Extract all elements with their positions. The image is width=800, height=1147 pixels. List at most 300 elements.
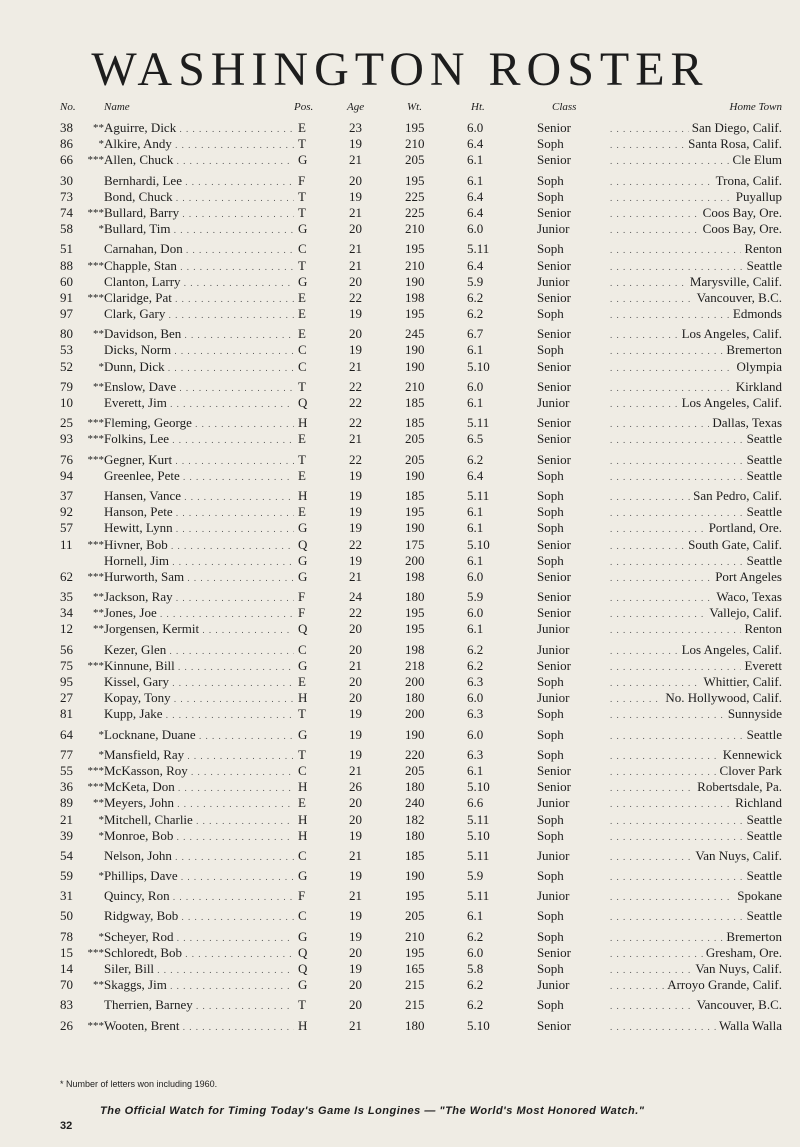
table-row bbox=[0, 274, 800, 290]
player-weight: 185 bbox=[405, 415, 425, 431]
player-age: 21 bbox=[349, 257, 362, 273]
player-name: Kissel, Gary . . . bbox=[104, 674, 294, 691]
player-weight: 195 bbox=[405, 944, 425, 960]
letter-stars: *** bbox=[87, 206, 104, 219]
player-age: 20 bbox=[349, 944, 362, 960]
player-height: 6.0 bbox=[467, 120, 484, 135]
table-row bbox=[0, 812, 800, 828]
player-number: 53 bbox=[60, 342, 73, 358]
player-number: 38 bbox=[60, 120, 73, 135]
player-name: Monroe, Bob . . . bbox=[104, 828, 294, 845]
player-class: Soph bbox=[537, 827, 564, 843]
player-height: 6.1 bbox=[467, 520, 484, 536]
player-name: Jackson, Ray . . . bbox=[104, 589, 294, 606]
table-row bbox=[0, 690, 800, 706]
player-class: Senior bbox=[537, 289, 571, 305]
player-name: Clark, Gary . . . bbox=[104, 306, 294, 323]
player-position: T bbox=[298, 706, 306, 722]
player-number: 52 bbox=[60, 358, 73, 374]
table-row bbox=[0, 763, 800, 779]
player-number: 81 bbox=[60, 706, 73, 722]
player-age: 21 bbox=[349, 888, 362, 904]
letter-stars: * bbox=[98, 360, 104, 373]
player-position: T bbox=[298, 188, 306, 204]
player-weight: 180 bbox=[405, 690, 425, 706]
player-age: 20 bbox=[349, 273, 362, 289]
player-home-town: Renton bbox=[741, 621, 782, 637]
player-number: 93 bbox=[60, 431, 73, 447]
table-row bbox=[0, 674, 800, 690]
player-class: Soph bbox=[537, 552, 564, 568]
player-age: 21 bbox=[349, 657, 362, 673]
letter-stars: ** bbox=[93, 607, 104, 620]
player-class: Senior bbox=[537, 779, 571, 795]
player-name: Davidson, Ben . . . bbox=[104, 326, 294, 343]
player-position: H bbox=[298, 415, 308, 431]
letter-stars: * bbox=[98, 748, 104, 761]
player-weight: 180 bbox=[405, 779, 425, 795]
table-row bbox=[0, 569, 800, 585]
player-weight: 190 bbox=[405, 342, 425, 358]
player-weight: 210 bbox=[405, 221, 425, 237]
player-age: 19 bbox=[349, 552, 362, 568]
player-height: 5.10 bbox=[467, 827, 490, 843]
player-age: 22 bbox=[349, 378, 362, 394]
player-age: 20 bbox=[349, 795, 362, 811]
player-home-town: Seattle bbox=[744, 504, 782, 520]
table-row bbox=[0, 589, 800, 605]
player-class: Junior bbox=[537, 847, 570, 863]
player-height: 5.11 bbox=[467, 888, 490, 904]
letter-stars: * bbox=[98, 138, 104, 151]
table-row bbox=[0, 326, 800, 342]
player-number: 27 bbox=[60, 690, 73, 706]
player-home-town: Gresham, Ore. bbox=[703, 945, 782, 961]
player-weight: 190 bbox=[405, 358, 425, 374]
player-class: Junior bbox=[537, 641, 570, 657]
table-row bbox=[0, 504, 800, 520]
player-number: 74 bbox=[60, 204, 73, 220]
player-weight: 198 bbox=[405, 289, 425, 305]
player-weight: 210 bbox=[405, 257, 425, 273]
player-weight: 190 bbox=[405, 520, 425, 536]
header-name: Name bbox=[104, 101, 130, 113]
player-name: McKeta, Don . . . bbox=[104, 779, 294, 796]
player-height: 6.1 bbox=[467, 342, 484, 358]
table-row bbox=[0, 189, 800, 205]
player-name: Skaggs, Jim . . . bbox=[104, 977, 294, 994]
player-name: Folkins, Lee . . . bbox=[104, 431, 294, 448]
player-name: Alkire, Andy . . . bbox=[104, 136, 294, 153]
player-age: 21 bbox=[349, 847, 362, 863]
player-home-town: Van Nuys, Calif. bbox=[692, 848, 782, 864]
player-home-town: Portland, Ore. bbox=[706, 520, 782, 536]
player-position: E bbox=[298, 674, 306, 689]
letter-stars: *** bbox=[87, 764, 104, 777]
footnote: * Number of letters won including 1960. bbox=[60, 1079, 218, 1089]
player-name: Gegner, Kurt . . . bbox=[104, 452, 294, 469]
player-weight: 245 bbox=[405, 326, 425, 342]
player-home-town: Cle Elum bbox=[730, 152, 782, 168]
dot-leader bbox=[610, 468, 760, 485]
player-position: E bbox=[298, 795, 306, 811]
player-number: 58 bbox=[60, 221, 73, 237]
player-name: Hivner, Bob . . . bbox=[104, 537, 294, 554]
player-height: 5.9 bbox=[467, 589, 484, 605]
player-weight: 195 bbox=[405, 621, 425, 637]
player-class: Junior bbox=[537, 273, 570, 289]
player-height: 6.1 bbox=[467, 395, 484, 410]
player-home-town: Seattle bbox=[744, 828, 782, 844]
table-row bbox=[0, 553, 800, 569]
player-home-town: Walla Walla bbox=[716, 1018, 782, 1034]
table-row bbox=[0, 205, 800, 221]
player-number: 73 bbox=[60, 188, 73, 204]
table-row bbox=[0, 395, 800, 411]
player-height: 6.0 bbox=[467, 568, 484, 584]
player-number: 57 bbox=[60, 520, 73, 536]
letter-stars: *** bbox=[87, 433, 104, 446]
player-name: Bullard, Barry . . . bbox=[104, 205, 294, 222]
player-height: 5.9 bbox=[467, 868, 484, 884]
player-weight: 195 bbox=[405, 888, 425, 904]
player-home-town: Coos Bay, Ore. bbox=[700, 221, 782, 237]
player-position: T bbox=[298, 378, 306, 394]
player-home-town: Los Angeles, Calif. bbox=[679, 326, 782, 342]
player-age: 20 bbox=[349, 997, 362, 1013]
player-weight: 240 bbox=[405, 795, 425, 811]
player-position: G bbox=[298, 928, 308, 944]
player-age: 19 bbox=[349, 746, 362, 762]
dot-leader bbox=[610, 504, 760, 521]
player-home-town: Olympia bbox=[734, 359, 783, 375]
table-row bbox=[0, 120, 800, 136]
player-number: 25 bbox=[60, 415, 73, 431]
player-position: Q bbox=[298, 961, 308, 976]
player-class: Senior bbox=[537, 152, 571, 168]
letter-stars: *** bbox=[87, 659, 104, 672]
table-row bbox=[0, 136, 800, 152]
dot-leader bbox=[610, 727, 760, 744]
player-home-town: Renton bbox=[741, 241, 782, 257]
player-class: Junior bbox=[537, 395, 570, 410]
player-number: 51 bbox=[60, 241, 73, 257]
player-height: 5.11 bbox=[467, 241, 490, 257]
player-height: 5.10 bbox=[467, 779, 490, 795]
player-name: Aguirre, Dick . . . bbox=[104, 120, 294, 137]
player-position: C bbox=[298, 241, 307, 257]
player-height: 6.2 bbox=[467, 657, 484, 673]
table-row bbox=[0, 997, 800, 1013]
player-age: 21 bbox=[349, 358, 362, 374]
player-position: Q bbox=[298, 944, 308, 960]
player-name: Mitchell, Charlie . . . bbox=[104, 812, 294, 829]
dot-leader bbox=[610, 553, 760, 570]
player-position: H bbox=[298, 487, 308, 503]
player-name: Kezer, Glen . . . bbox=[104, 642, 294, 659]
player-class: Soph bbox=[537, 487, 564, 503]
player-number: 89 bbox=[60, 795, 73, 811]
player-age: 22 bbox=[349, 395, 362, 410]
player-class: Junior bbox=[537, 795, 570, 811]
player-class: Soph bbox=[537, 868, 564, 884]
player-home-town: Van Nuys, Calif. bbox=[692, 961, 782, 977]
player-age: 21 bbox=[349, 762, 362, 778]
player-class: Senior bbox=[537, 358, 571, 374]
dot-leader bbox=[610, 258, 760, 275]
player-home-town: Santa Rosa, Calif. bbox=[685, 136, 782, 152]
player-height: 5.11 bbox=[467, 487, 490, 503]
player-position: E bbox=[298, 120, 306, 135]
player-class: Senior bbox=[537, 120, 571, 135]
player-class: Soph bbox=[537, 520, 564, 536]
player-age: 19 bbox=[349, 136, 362, 152]
player-height: 6.4 bbox=[467, 204, 484, 220]
player-age: 22 bbox=[349, 536, 362, 552]
player-age: 21 bbox=[349, 204, 362, 220]
letter-stars: ** bbox=[93, 979, 104, 992]
player-class: Senior bbox=[537, 415, 571, 431]
player-position: C bbox=[298, 641, 307, 657]
player-height: 5.11 bbox=[467, 415, 490, 431]
table-row bbox=[0, 977, 800, 993]
player-number: 39 bbox=[60, 827, 73, 843]
player-home-town: Everett bbox=[741, 658, 782, 674]
player-height: 6.0 bbox=[467, 944, 484, 960]
player-position: H bbox=[298, 1017, 308, 1033]
player-weight: 198 bbox=[405, 568, 425, 584]
player-number: 76 bbox=[60, 451, 73, 467]
player-home-town: Los Angeles, Calif. bbox=[679, 395, 782, 411]
letter-stars: ** bbox=[93, 328, 104, 341]
player-age: 23 bbox=[349, 120, 362, 135]
player-number: 64 bbox=[60, 726, 73, 742]
player-home-town: Kirkland bbox=[733, 379, 782, 395]
dot-leader bbox=[610, 812, 760, 829]
player-position: E bbox=[298, 289, 306, 305]
player-weight: 215 bbox=[405, 977, 425, 993]
dot-leader bbox=[610, 658, 760, 675]
player-class: Senior bbox=[537, 326, 571, 342]
player-class: Senior bbox=[537, 589, 571, 605]
player-home-town: Vancouver, B.C. bbox=[694, 997, 782, 1013]
player-weight: 180 bbox=[405, 827, 425, 843]
player-number: 83 bbox=[60, 997, 73, 1013]
letter-stars: ** bbox=[93, 122, 104, 134]
player-age: 24 bbox=[349, 589, 362, 605]
player-name: Hurworth, Sam . . . bbox=[104, 569, 294, 586]
player-name: Hansen, Vance . . . bbox=[104, 488, 294, 505]
player-home-town: Seattle bbox=[744, 468, 782, 484]
player-home-town: Clover Park bbox=[717, 763, 782, 779]
letter-stars: * bbox=[98, 870, 104, 883]
player-name: Fleming, George . . . bbox=[104, 415, 294, 432]
player-age: 19 bbox=[349, 342, 362, 358]
player-home-town: Seattle bbox=[744, 908, 782, 924]
player-position: F bbox=[298, 605, 306, 621]
player-position: G bbox=[298, 152, 308, 168]
player-age: 19 bbox=[349, 868, 362, 884]
player-position: T bbox=[298, 997, 306, 1013]
player-weight: 205 bbox=[405, 431, 425, 447]
player-height: 6.2 bbox=[467, 289, 484, 305]
player-home-town: Kennewick bbox=[720, 747, 782, 763]
player-age: 21 bbox=[349, 431, 362, 447]
player-position: F bbox=[298, 888, 306, 904]
player-age: 19 bbox=[349, 520, 362, 536]
player-number: 92 bbox=[60, 504, 73, 520]
player-class: Senior bbox=[537, 257, 571, 273]
player-position: F bbox=[298, 172, 306, 188]
player-position: G bbox=[298, 552, 308, 568]
player-height: 6.2 bbox=[467, 928, 484, 944]
player-number: 12 bbox=[60, 621, 73, 637]
player-name: McKasson, Roy . . . bbox=[104, 763, 294, 780]
player-age: 20 bbox=[349, 172, 362, 188]
table-row bbox=[0, 415, 800, 431]
player-name: Nelson, John . . . bbox=[104, 848, 294, 865]
player-position: F bbox=[298, 589, 306, 605]
player-age: 19 bbox=[349, 487, 362, 503]
player-height: 6.1 bbox=[467, 504, 484, 520]
table-row bbox=[0, 779, 800, 795]
player-weight: 225 bbox=[405, 204, 425, 220]
player-weight: 180 bbox=[405, 589, 425, 605]
player-position: C bbox=[298, 847, 307, 863]
table-row bbox=[0, 727, 800, 743]
letter-stars: *** bbox=[87, 453, 104, 466]
player-number: 59 bbox=[60, 868, 73, 884]
player-height: 6.1 bbox=[467, 621, 484, 637]
player-position: G bbox=[298, 221, 308, 237]
letter-stars: *** bbox=[87, 570, 104, 583]
player-class: Senior bbox=[537, 944, 571, 960]
player-height: 5.11 bbox=[467, 811, 490, 827]
player-position: G bbox=[298, 868, 308, 884]
player-position: G bbox=[298, 273, 308, 289]
player-name: Quincy, Ron . . . bbox=[104, 888, 294, 905]
player-number: 14 bbox=[60, 961, 73, 976]
dot-leader bbox=[610, 908, 760, 925]
table-row bbox=[0, 605, 800, 621]
player-age: 19 bbox=[349, 908, 362, 924]
player-height: 6.7 bbox=[467, 326, 484, 342]
player-class: Soph bbox=[537, 188, 564, 204]
player-number: 34 bbox=[60, 605, 73, 621]
player-age: 20 bbox=[349, 326, 362, 342]
player-name: Bernhardi, Lee . . . bbox=[104, 173, 294, 190]
dot-leader bbox=[610, 452, 760, 469]
player-weight: 210 bbox=[405, 136, 425, 152]
table-row bbox=[0, 747, 800, 763]
player-number: 36 bbox=[60, 779, 73, 795]
letter-stars: ** bbox=[93, 623, 104, 636]
table-row bbox=[0, 452, 800, 468]
player-number: 80 bbox=[60, 326, 73, 342]
player-position: E bbox=[298, 326, 306, 342]
player-home-town: Robertsdale, Pa. bbox=[694, 779, 782, 795]
table-row bbox=[0, 306, 800, 322]
player-name: Phillips, Dave . . . bbox=[104, 868, 294, 885]
player-name: Everett, Jim . . . bbox=[104, 395, 294, 412]
letter-stars: * bbox=[98, 930, 104, 943]
player-name: Therrien, Barney . . . bbox=[104, 997, 294, 1014]
player-weight: 225 bbox=[405, 188, 425, 204]
table-row bbox=[0, 706, 800, 722]
header-class: Class bbox=[552, 101, 577, 113]
table-row bbox=[0, 621, 800, 637]
player-weight: 190 bbox=[405, 868, 425, 884]
player-weight: 210 bbox=[405, 928, 425, 944]
table-row bbox=[0, 795, 800, 811]
player-class: Senior bbox=[537, 568, 571, 584]
letter-stars: ** bbox=[93, 797, 104, 810]
player-home-town: Seattle bbox=[744, 868, 782, 884]
player-height: 6.0 bbox=[467, 690, 484, 706]
table-row bbox=[0, 868, 800, 884]
player-home-town: Vallejo, Calif. bbox=[706, 605, 782, 621]
player-name: Hewitt, Lynn . . . bbox=[104, 520, 294, 537]
table-row bbox=[0, 945, 800, 961]
table-row bbox=[0, 961, 800, 977]
player-home-town: Marysville, Calif. bbox=[687, 274, 782, 290]
player-weight: 185 bbox=[405, 395, 425, 410]
letter-stars: * bbox=[98, 728, 104, 741]
player-home-town: Seattle bbox=[744, 727, 782, 743]
player-home-town: Edmonds bbox=[730, 306, 782, 322]
player-position: E bbox=[298, 467, 306, 483]
player-class: Soph bbox=[537, 811, 564, 827]
letter-stars: * bbox=[98, 223, 104, 236]
player-weight: 220 bbox=[405, 746, 425, 762]
player-name: Ridgway, Bob . . . bbox=[104, 908, 294, 925]
player-weight: 185 bbox=[405, 847, 425, 863]
player-home-town: Spokane bbox=[734, 888, 782, 904]
letter-stars: *** bbox=[87, 538, 104, 551]
header-ht: Ht. bbox=[471, 101, 485, 113]
header-home-town: Home Town bbox=[729, 101, 782, 113]
table-row bbox=[0, 342, 800, 358]
player-number: 15 bbox=[60, 944, 73, 960]
player-weight: 195 bbox=[405, 172, 425, 188]
table-row bbox=[0, 173, 800, 189]
player-height: 6.1 bbox=[467, 152, 484, 168]
player-height: 6.4 bbox=[467, 136, 484, 152]
player-weight: 210 bbox=[405, 378, 425, 394]
player-number: 56 bbox=[60, 641, 73, 657]
player-number: 95 bbox=[60, 674, 73, 689]
player-class: Soph bbox=[537, 997, 564, 1013]
player-name: Schloredt, Bob . . . bbox=[104, 945, 294, 962]
player-weight: 205 bbox=[405, 762, 425, 778]
player-number: 11 bbox=[60, 536, 73, 552]
player-number: 31 bbox=[60, 888, 73, 904]
player-height: 6.0 bbox=[467, 221, 484, 237]
player-position: T bbox=[298, 746, 306, 762]
player-name: Meyers, John . . . bbox=[104, 795, 294, 812]
player-weight: 195 bbox=[405, 306, 425, 322]
player-number: 66 bbox=[60, 152, 73, 168]
player-number: 86 bbox=[60, 136, 73, 152]
player-number: 55 bbox=[60, 762, 73, 778]
player-home-town: Dallas, Texas bbox=[709, 415, 782, 431]
table-row bbox=[0, 537, 800, 553]
letter-stars: ** bbox=[93, 591, 104, 604]
player-height: 6.0 bbox=[467, 605, 484, 621]
player-age: 19 bbox=[349, 726, 362, 742]
player-class: Senior bbox=[537, 451, 571, 467]
player-position: C bbox=[298, 908, 307, 924]
